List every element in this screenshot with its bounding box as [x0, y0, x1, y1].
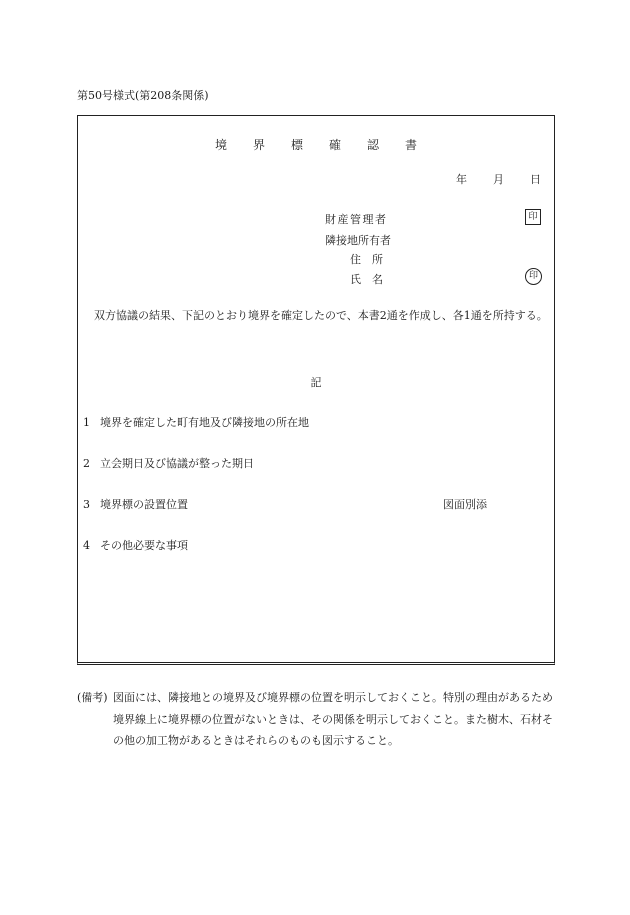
form-number: 第50号様式(第208条関係) [77, 89, 209, 102]
property-manager-label: 財産管理者 [325, 213, 388, 226]
remarks-text: 図面には、隣接地との境界及び境界標の位置を明示しておくこと。特別の理由があるため境界線上に境界標の位置がないときは、その関係を明示しておくこと。また樹木、石材その他の加工物があるときはそれらのものも図示すること。 [113, 691, 553, 747]
name-label: 氏 名 [350, 273, 383, 286]
remarks-label: (備考) [77, 691, 108, 704]
list-item [83, 455, 254, 471]
item-number: 2 [83, 457, 90, 470]
list-item [83, 537, 188, 553]
date-day-label: 日 [530, 173, 541, 186]
item-text: 境界を確定した町有地及び隣接地の所在地 [100, 416, 309, 429]
item-text: 境界標の設置位置 [100, 498, 188, 511]
item-number: 3 [83, 498, 90, 511]
owner-seal-icon: 印 [525, 268, 542, 285]
item-note: 図面別添 [443, 498, 487, 511]
date-year-label: 年 [456, 173, 467, 186]
date-month-label: 月 [493, 173, 504, 186]
remarks [77, 687, 555, 752]
item-number: 4 [83, 539, 90, 552]
list-item [83, 414, 309, 430]
adjacent-owner-label: 隣接地所有者 [325, 234, 391, 247]
record-heading: 記 [310, 376, 322, 389]
certificate-frame [77, 115, 555, 665]
address-label: 住 所 [350, 253, 383, 266]
item-text: 立会期日及び協議が整った期日 [100, 457, 254, 470]
list-item [83, 496, 188, 512]
property-manager-seal-icon: 印 [525, 209, 541, 225]
document-title: 境界標確認書 [214, 138, 443, 152]
item-number: 1 [83, 416, 90, 429]
agreement-text: 双方協議の結果、下記のとおり境界を確定したので、本書2通を作成し、各1通を所持する。 [94, 309, 548, 322]
item-text: その他必要な事項 [100, 539, 188, 552]
